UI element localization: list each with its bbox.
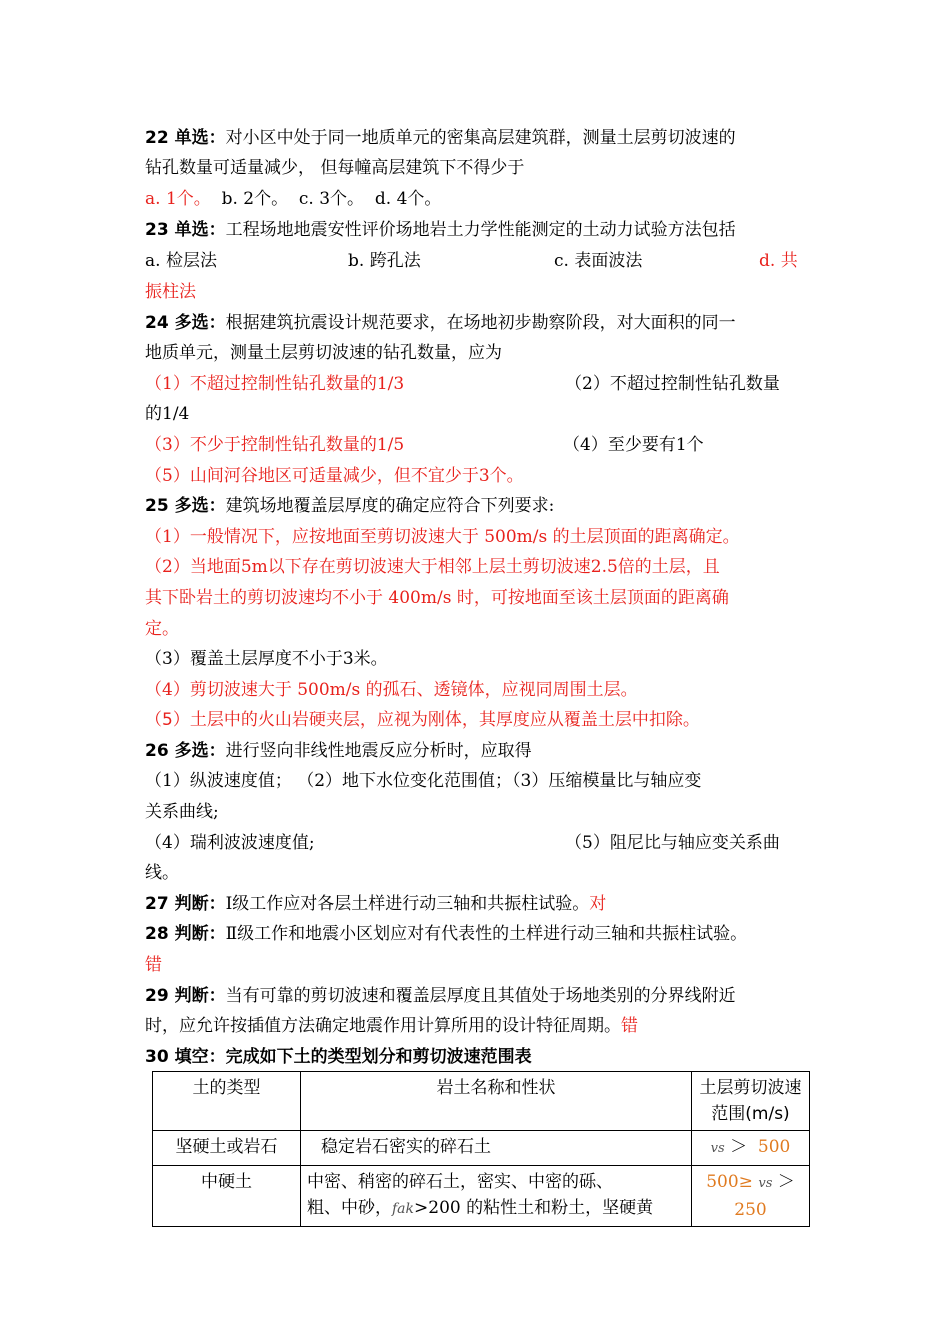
q22-option-a: a. 1个。	[145, 189, 211, 209]
q29-line2	[145, 1015, 638, 1037]
q24-option-3: （3）不少于控制性钻孔数量的1/5	[145, 435, 405, 455]
row1-description: 稳定岩石密实的碎石土	[301, 1131, 692, 1166]
row2-range-op: ＞	[777, 1172, 795, 1192]
q23-text: 工程场地地震安性评价场地岩土力学性能测定的土动力试验方法包括	[225, 220, 736, 240]
q24-option-1: （1）不超过控制性钻孔数量的1/3	[145, 374, 405, 394]
row2-type: 中硬土	[153, 1166, 301, 1227]
q25-option-2-line1: （2）当地面5m以下存在剪切波速大于相邻上层土剪切波速2.5倍的土层，且	[145, 557, 720, 577]
q29-text: 当有可靠的剪切波速和覆盖层厚度且其值处于场地类别的分界线附近	[225, 986, 736, 1006]
q22-option-c: c. 3个。	[298, 189, 365, 209]
q26-title: 26 多选：	[145, 741, 226, 761]
q29-answer: 错	[621, 1016, 638, 1036]
q24-option-2-cont: 的1/4	[145, 404, 190, 424]
header-soil-type: 土的类型	[153, 1072, 301, 1131]
row2-range	[692, 1166, 810, 1227]
q23-option-b: b. 跨孔法	[348, 251, 421, 271]
q26-options-line2: 关系曲线;	[145, 802, 219, 822]
q23-option-c: c. 表面波法	[554, 251, 643, 271]
q23-option-a: a. 检层法	[145, 251, 217, 271]
q30-title: 30 填空：完成如下土的类型划分和剪切波速范围表	[145, 1047, 532, 1067]
q26-text: 进行竖向非线性地震反应分析时，应取得	[225, 741, 532, 761]
q22-option-d: d. 4个。	[374, 189, 442, 209]
soil-classification-table	[152, 1071, 810, 1227]
q24-line2: 地质单元，测量土层剪切波速的钻孔数量，应为	[145, 343, 502, 363]
q22-line2: 钻孔数量可适量减少， 但每幢高层建筑下不得少于	[145, 158, 525, 178]
fak-symbol: fak	[392, 1201, 415, 1217]
q24-option-5: （5）山间河谷地区可适量减少，但不宜少于3个。	[145, 466, 524, 486]
q27-answer: 对	[589, 894, 607, 914]
q29-text-2: 时，应允许按插值方法确定地震作用计算所用的设计特征周期。	[145, 1016, 621, 1036]
q26-option-4: （4）瑞利波波速度值;	[145, 833, 315, 853]
q27-text: Ⅰ级工作应对各层土样进行动三轴和共振柱试验。	[225, 894, 590, 914]
q25-option-4: （4）剪切波速大于 500m/s 的孤石、透镜体，应视同周围土层。	[145, 680, 638, 700]
row2-desc-part-b: >200 的粘性土和粉土，坚硬黄	[414, 1198, 654, 1218]
q29-title: 29 判断：	[145, 986, 226, 1006]
row2-range-upper: 500≥	[706, 1172, 753, 1192]
table-row	[153, 1131, 810, 1166]
q23-option-d-cont: 振柱法	[145, 282, 196, 302]
row2-desc-line2	[307, 1195, 685, 1222]
q23-title: 23 单选：	[145, 220, 226, 240]
row2-desc-part-a: 粗、中砂，	[307, 1198, 392, 1218]
q28-text: Ⅱ级工作和地震小区划应对有代表性的土样进行动三轴和共振柱试验。	[225, 924, 748, 944]
q28-line	[145, 923, 747, 945]
q25-option-1: （1）一般情况下，应按地面至剪切波速大于 500m/s 的土层顶面的距离确定。	[145, 527, 740, 547]
q28-title: 28 判断：	[145, 924, 226, 944]
table-row	[153, 1166, 810, 1227]
q22-title: 22 单选：	[145, 128, 226, 148]
q26-line1	[145, 740, 532, 762]
q24-option-4: （4）至少要有1个	[563, 435, 704, 455]
q25-option-3: （3）覆盖土层厚度不小于3米。	[145, 649, 388, 669]
q22-line1	[145, 127, 736, 149]
q22-option-b: b. 2个。	[221, 189, 289, 209]
q25-option-2-line2: 其下卧岩土的剪切波速均不小于 400m/s 时，可按地面至该土层顶面的距离确	[145, 588, 729, 608]
q29-line1	[145, 985, 736, 1007]
q24-text: 根据建筑抗震设计规范要求，在场地初步勘察阶段，对大面积的同一	[225, 313, 736, 333]
table-header-row	[153, 1072, 810, 1131]
row1-range-op: ＞	[730, 1137, 748, 1157]
q25-line1	[145, 495, 554, 517]
row2-description	[301, 1166, 692, 1227]
q25-option-2-line3: 定。	[145, 619, 179, 639]
q27-line	[145, 893, 606, 915]
q25-option-5: （5）土层中的火山岩硬夹层，应视为刚体，其厚度应从覆盖土层中扣除。	[145, 710, 700, 730]
q26-option-5: （5）阻尼比与轴应变关系曲	[565, 833, 780, 853]
header-description: 岩土名称和性状	[301, 1072, 692, 1131]
row2-range-lower: 250	[734, 1200, 767, 1220]
q23-line1	[145, 219, 736, 241]
header-vs-range: 土层剪切波速范围(m/s)	[692, 1072, 810, 1131]
row1-range-value: 500	[757, 1137, 791, 1157]
q26-option-5-cont: 线。	[145, 863, 179, 883]
row1-type: 坚硬土或岩石	[153, 1131, 301, 1166]
q23-option-d: d. 共	[759, 251, 798, 271]
q24-option-2: （2）不超过控制性钻孔数量	[565, 374, 780, 394]
q28-answer: 错	[145, 955, 162, 975]
q26-options-line1: （1）纵波速度值； （2）地下水位变化范围值；（3）压缩模量比与轴应变	[145, 771, 702, 791]
q25-title: 25 多选：	[145, 496, 226, 516]
row2-desc-line1: 中密、稍密的碎石土，密实、中密的砾、	[307, 1172, 613, 1192]
q24-line1	[145, 312, 736, 334]
row1-vs-symbol: vs	[710, 1141, 725, 1156]
row2-vs-symbol: vs	[758, 1176, 773, 1191]
q27-title: 27 判断：	[145, 894, 226, 914]
q22-text: 对小区中处于同一地质单元的密集高层建筑群，测量土层剪切波速的	[225, 128, 736, 148]
row1-range	[692, 1131, 810, 1166]
q25-text: 建筑场地覆盖层厚度的确定应符合下列要求:	[225, 496, 555, 516]
q24-title: 24 多选：	[145, 313, 226, 333]
q22-options	[145, 188, 441, 210]
